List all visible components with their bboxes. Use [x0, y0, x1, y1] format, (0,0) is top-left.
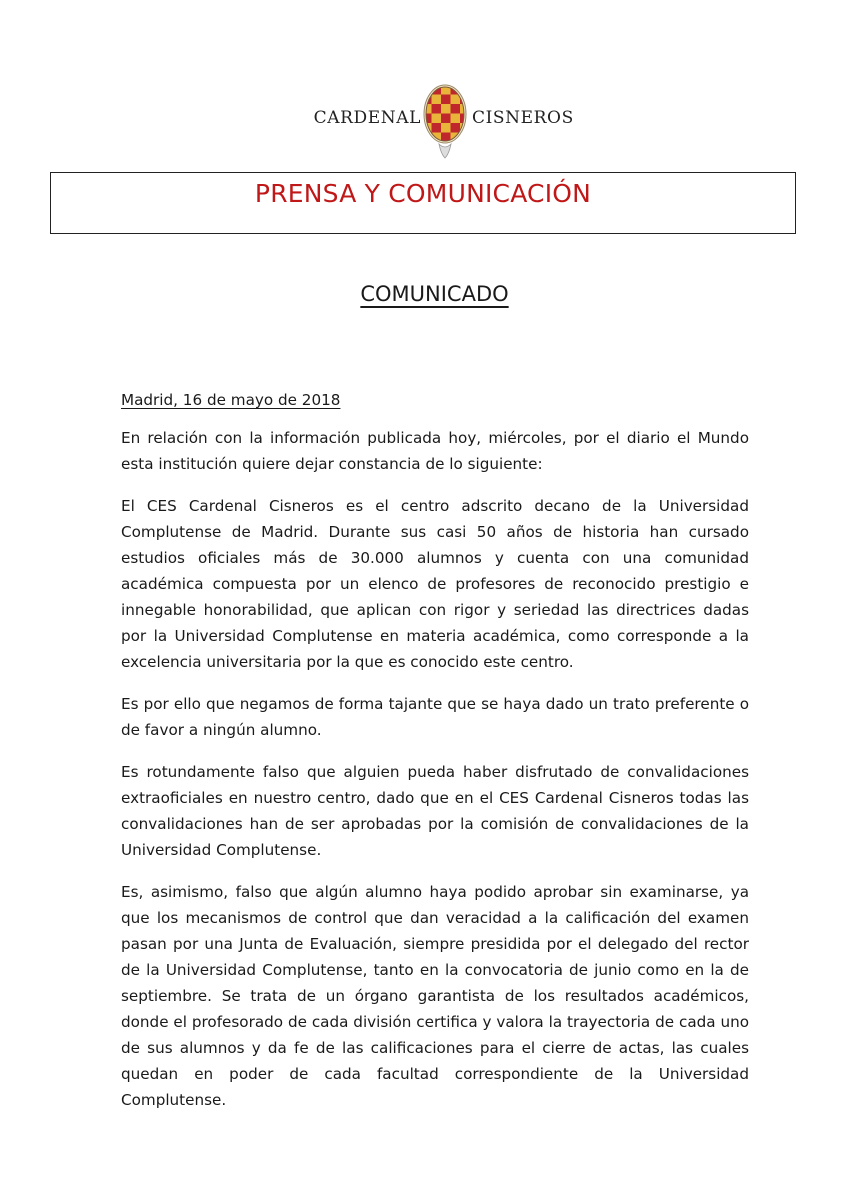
document-subtitle	[0, 282, 849, 306]
body-paragraph: Es rotundamente falso que alguien pueda haber disfrutado de convalidaciones extraoficiales en nuestro centro, dado que en el CES Cardenal Cisneros todas las convalidaciones han de ser aprobadas por la comisión de convalidaciones de la Universidad Complutense.	[121, 763, 749, 859]
page-title: PRENSA Y COMUNICACIÓN	[254, 179, 592, 208]
checkered-shield-icon	[422, 84, 468, 162]
document-body	[121, 387, 749, 1129]
date-text: Madrid, 16 de mayo de 2018	[121, 391, 341, 409]
body-paragraph: Es, asimismo, falso que algún alumno haya podido aprobar sin examinarse, ya que los mecanismos de control que dan veracidad a la calificación del examen pasan por una Junta de Evaluación, siempre presidida por el delegado del rector de la Universidad Complutense, tanto en la convocatoria de junio como en la de septiembre. Se trata de un órgano garantista de los resultados académicos, donde el profesorado de cada división certifica y valora la trayectoria de cada uno de sus alumnos y da fe de las calificaciones para el cierre de actas, las cuales quedan en poder de cada facultad correspondiente de la Universidad Complutense.	[121, 883, 749, 1109]
document-date	[121, 387, 749, 413]
institution-logo	[0, 84, 849, 162]
press-header-box	[50, 172, 796, 234]
logo-text-left: CARDENAL	[313, 108, 421, 128]
subtitle-text: COMUNICADO	[360, 282, 509, 306]
body-paragraph: Es por ello que negamos de forma tajante que se haya dado un trato preferente o de favor a ningún alumno.	[121, 695, 749, 739]
logo-text-right: CISNEROS	[472, 108, 574, 128]
body-paragraph: En relación con la información publicada hoy, miércoles, por el diario el Mundo esta institución quiere dejar constancia de lo siguiente:	[121, 429, 749, 473]
body-paragraph: El CES Cardenal Cisneros es el centro adscrito decano de la Universidad Complutense de Madrid. Durante sus casi 50 años de historia han cursado estudios oficiales más de 30.000 alumnos y cuenta con una comunidad académica compuesta por un elenco de profesores de reconocido prestigio e innegable honorabilidad, que aplican con rigor y seriedad las directrices dadas por la Universidad Complutense en materia académica, como corresponde a la excelencia universitaria por la que es conocido este centro.	[121, 497, 749, 671]
